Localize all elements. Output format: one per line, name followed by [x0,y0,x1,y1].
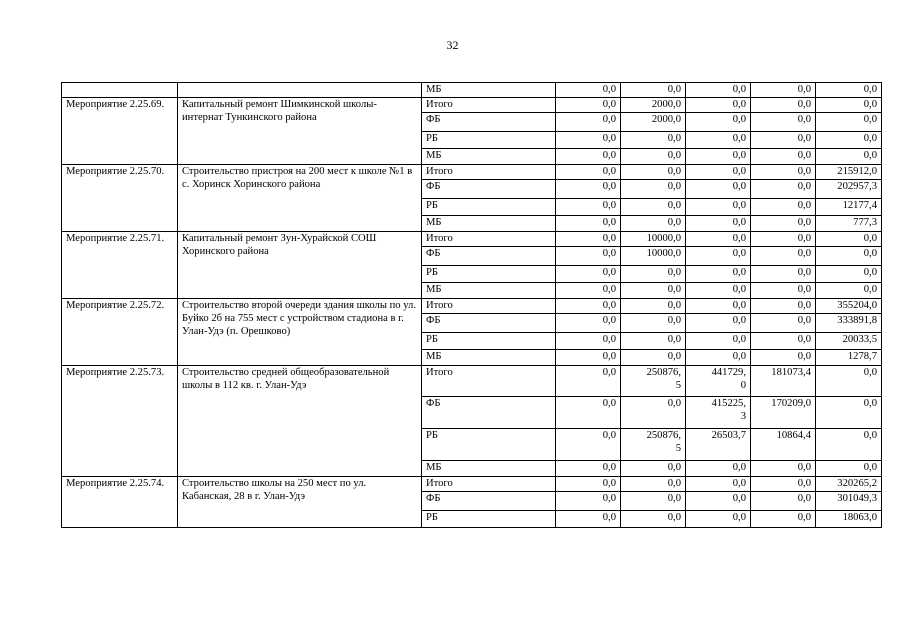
amount-cell: 0,0 [686,113,751,132]
funding-source: МБ [422,350,556,366]
funding-source: РБ [422,511,556,528]
amount-cell: 0,0 [751,199,816,216]
amount-cell: 0,0 [686,83,751,98]
amount-cell: 202957,3 [816,180,882,199]
amount-cell: 0,0 [686,180,751,199]
amount-cell: 0,0 [816,366,882,397]
amount-cell: 301049,3 [816,492,882,511]
amount-cell: 0,0 [621,180,686,199]
amount-cell: 0,0 [751,314,816,333]
funding-source: ФБ [422,397,556,429]
amount-cell: 10864,4 [751,429,816,461]
funding-source: Итого [422,299,556,314]
amount-cell: 0,0 [556,98,621,113]
amount-cell: 250876, 5 [621,366,686,397]
amount-cell: 0,0 [751,98,816,113]
amount-cell: 0,0 [556,492,621,511]
amount-cell: 0,0 [751,511,816,528]
amount-cell: 26503,7 [686,429,751,461]
amount-cell: 0,0 [751,113,816,132]
amount-cell: 0,0 [556,216,621,232]
amount-cell: 0,0 [556,299,621,314]
page-number: 32 [446,38,459,52]
amount-cell: 0,0 [816,461,882,477]
amount-cell: 10000,0 [621,232,686,247]
event-code: Мероприятие 2.25.72. [62,299,178,366]
amount-cell: 0,0 [621,165,686,180]
funding-source: РБ [422,199,556,216]
event-name: Строительство школы на 250 мест по ул. Кабанская, 28 в г. Улан-Удэ [178,477,422,528]
table-row [62,98,882,113]
table-row [62,299,882,314]
amount-cell: 0,0 [556,429,621,461]
funding-source: Итого [422,165,556,180]
amount-cell: 0,0 [621,216,686,232]
amount-cell: 0,0 [686,132,751,149]
amount-cell: 0,0 [556,366,621,397]
table-row [62,83,882,98]
funding-source: Итого [422,232,556,247]
amount-cell: 181073,4 [751,366,816,397]
amount-cell: 0,0 [556,477,621,492]
amount-cell: 0,0 [686,511,751,528]
amount-cell: 0,0 [556,149,621,165]
budget-table [61,82,882,528]
table-row [62,165,882,180]
amount-cell: 250876, 5 [621,429,686,461]
funding-source: Итого [422,366,556,397]
amount-cell: 0,0 [621,199,686,216]
amount-cell: 18063,0 [816,511,882,528]
funding-source: РБ [422,266,556,283]
funding-source: МБ [422,283,556,299]
table-row [62,366,882,397]
amount-cell: 0,0 [621,266,686,283]
funding-source: РБ [422,132,556,149]
amount-cell: 1278,7 [816,350,882,366]
funding-source: МБ [422,149,556,165]
amount-cell: 0,0 [686,232,751,247]
table-row [62,477,882,492]
amount-cell: 0,0 [751,149,816,165]
event-code: Мероприятие 2.25.73. [62,366,178,477]
amount-cell: 0,0 [686,492,751,511]
amount-cell: 12177,4 [816,199,882,216]
amount-cell: 0,0 [751,132,816,149]
event-name: Капитальный ремонт Шимкинской школы-интернат Тункинского района [178,98,422,165]
amount-cell: 0,0 [686,283,751,299]
amount-cell: 0,0 [556,247,621,266]
amount-cell: 0,0 [556,83,621,98]
amount-cell: 215912,0 [816,165,882,180]
empty-cell [178,83,422,98]
amount-cell: 0,0 [556,113,621,132]
amount-cell: 0,0 [686,149,751,165]
funding-source: РБ [422,333,556,350]
amount-cell: 320265,2 [816,477,882,492]
event-name: Капитальный ремонт Зун-Хурайской СОШ Хоринского района [178,232,422,299]
amount-cell: 0,0 [816,397,882,429]
funding-source: ФБ [422,113,556,132]
amount-cell: 0,0 [686,98,751,113]
event-name: Строительство средней общеобразовательной школы в 112 кв. г. Улан-Удэ [178,366,422,477]
amount-cell: 0,0 [556,165,621,180]
amount-cell: 0,0 [686,216,751,232]
amount-cell: 2000,0 [621,98,686,113]
amount-cell: 0,0 [751,165,816,180]
amount-cell: 2000,0 [621,113,686,132]
amount-cell: 0,0 [556,350,621,366]
amount-cell: 0,0 [621,492,686,511]
amount-cell: 0,0 [621,283,686,299]
event-code: Мероприятие 2.25.70. [62,165,178,232]
amount-cell: 0,0 [556,266,621,283]
amount-cell: 0,0 [816,98,882,113]
amount-cell: 0,0 [621,511,686,528]
amount-cell: 0,0 [816,232,882,247]
funding-source: МБ [422,83,556,98]
amount-cell: 0,0 [556,232,621,247]
funding-source: ФБ [422,247,556,266]
amount-cell: 777,3 [816,216,882,232]
amount-cell: 0,0 [621,350,686,366]
funding-source: РБ [422,429,556,461]
amount-cell: 355204,0 [816,299,882,314]
amount-cell: 20033,5 [816,333,882,350]
amount-cell: 0,0 [686,333,751,350]
amount-cell: 0,0 [556,132,621,149]
amount-cell: 0,0 [751,83,816,98]
amount-cell: 0,0 [751,283,816,299]
amount-cell: 0,0 [621,477,686,492]
amount-cell: 0,0 [816,132,882,149]
amount-cell: 0,0 [556,199,621,216]
amount-cell: 0,0 [621,132,686,149]
amount-cell: 0,0 [686,247,751,266]
amount-cell: 0,0 [751,333,816,350]
funding-source: ФБ [422,492,556,511]
amount-cell: 0,0 [751,350,816,366]
empty-cell [62,83,178,98]
amount-cell: 0,0 [816,149,882,165]
amount-cell: 0,0 [816,83,882,98]
funding-source: МБ [422,216,556,232]
amount-cell: 0,0 [621,461,686,477]
amount-cell: 0,0 [621,299,686,314]
event-code: Мероприятие 2.25.71. [62,232,178,299]
funding-source: МБ [422,461,556,477]
amount-cell: 0,0 [686,199,751,216]
amount-cell: 0,0 [556,180,621,199]
amount-cell: 0,0 [751,299,816,314]
funding-source: Итого [422,98,556,113]
amount-cell: 0,0 [686,461,751,477]
amount-cell: 0,0 [556,461,621,477]
amount-cell: 0,0 [751,247,816,266]
amount-cell: 0,0 [816,113,882,132]
amount-cell: 0,0 [686,266,751,283]
amount-cell: 0,0 [556,333,621,350]
amount-cell: 0,0 [556,397,621,429]
amount-cell: 0,0 [751,180,816,199]
amount-cell: 0,0 [686,477,751,492]
amount-cell: 441729, 0 [686,366,751,397]
amount-cell: 415225, 3 [686,397,751,429]
funding-source: ФБ [422,314,556,333]
amount-cell: 0,0 [751,461,816,477]
funding-source: Итого [422,477,556,492]
amount-cell: 0,0 [621,397,686,429]
amount-cell: 0,0 [816,429,882,461]
amount-cell: 0,0 [751,216,816,232]
amount-cell: 0,0 [751,492,816,511]
amount-cell: 0,0 [751,477,816,492]
amount-cell: 0,0 [686,314,751,333]
amount-cell: 0,0 [686,350,751,366]
event-code: Мероприятие 2.25.69. [62,98,178,165]
amount-cell: 0,0 [686,299,751,314]
event-name: Строительство второй очереди здания школы по ул. Буйко 2б на 755 мест с устройством стадиона в г. Улан-Удэ (п. Орешково) [178,299,422,366]
amount-cell: 0,0 [816,283,882,299]
amount-cell: 0,0 [556,283,621,299]
table-row [62,232,882,247]
amount-cell: 0,0 [556,314,621,333]
amount-cell: 10000,0 [621,247,686,266]
amount-cell: 0,0 [751,266,816,283]
amount-cell: 0,0 [686,165,751,180]
amount-cell: 170209,0 [751,397,816,429]
amount-cell: 0,0 [751,232,816,247]
amount-cell: 0,0 [621,333,686,350]
event-name: Строительство пристроя на 200 мест к школе №1 в с. Хоринск Хоринского района [178,165,422,232]
amount-cell: 0,0 [816,266,882,283]
amount-cell: 0,0 [816,247,882,266]
funding-source: ФБ [422,180,556,199]
amount-cell: 0,0 [621,149,686,165]
amount-cell: 0,0 [621,314,686,333]
amount-cell: 0,0 [621,83,686,98]
event-code: Мероприятие 2.25.74. [62,477,178,528]
amount-cell: 333891,8 [816,314,882,333]
amount-cell: 0,0 [556,511,621,528]
